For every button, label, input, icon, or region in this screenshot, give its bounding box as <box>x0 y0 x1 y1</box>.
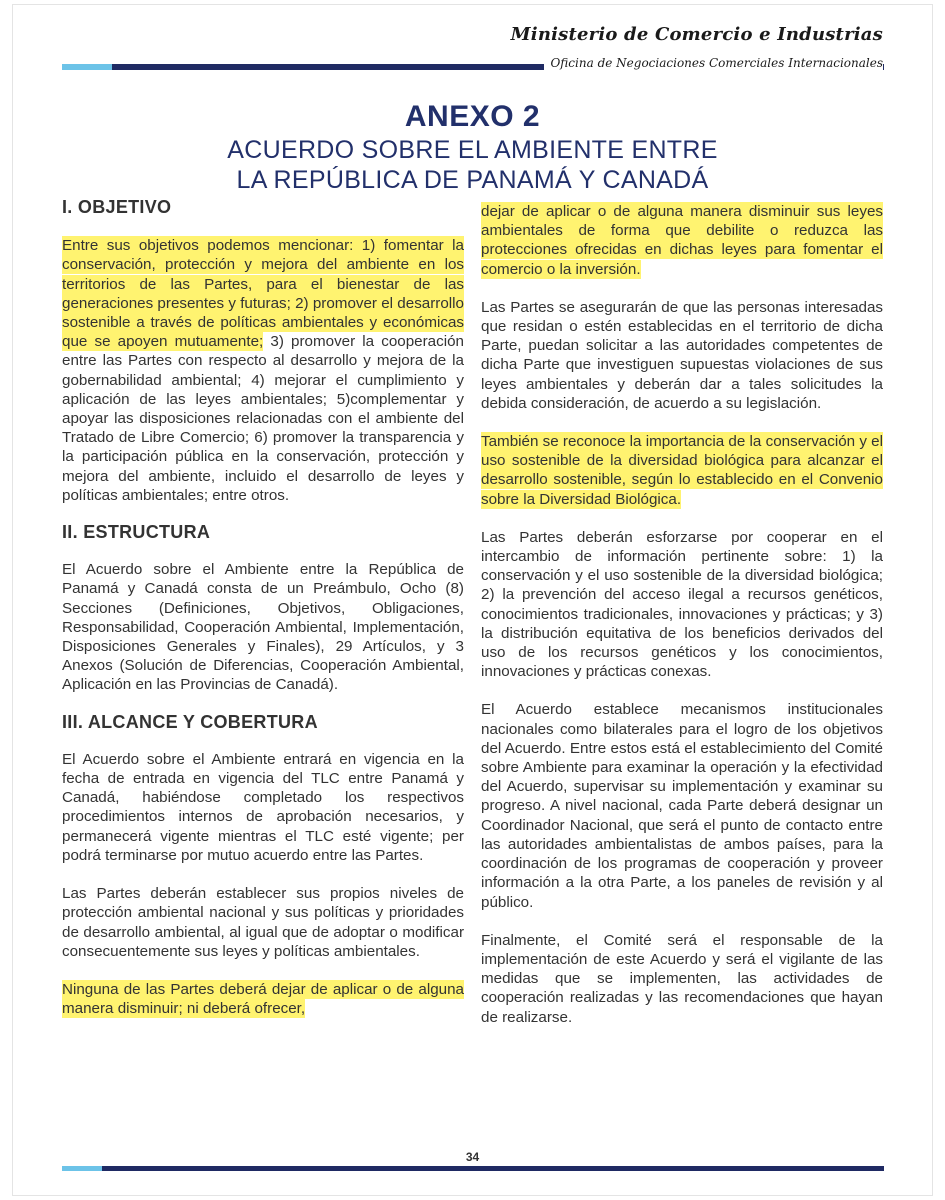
agreement-title-line-1: ACUERDO SOBRE EL AMBIENTE ENTRE <box>227 136 718 164</box>
section-heading-objetivo: I. OBJETIVO <box>62 197 172 217</box>
footer-rule <box>62 1166 884 1171</box>
alcance-paragraph-3 <box>62 980 464 1018</box>
alcance-paragraph-2: Las Partes deberán establecer sus propios niveles de protección ambiental nacional y sus políticas y prioridades de desarrollo ambiental, al igual que de adoptar o modificar consecuentemente sus leyes y políticas ambientales. <box>62 885 464 960</box>
page-number: 34 <box>465 1150 480 1164</box>
agreement-title-line-2: LA REPÚBLICA DE PANAMÁ Y CANADÁ <box>236 166 709 194</box>
ministry-header: Ministerio de Comercio e Industrias <box>510 24 883 45</box>
header-rule-light <box>62 64 112 70</box>
left-column <box>62 198 464 1018</box>
right-paragraph-6: Finalmente, el Comité será el responsable de la implementación de este Acuerdo y será el vigilante de las medidas que se implementen, las actividades de cooperación realizadas y las recomendaciones que hayan de realizarse. <box>481 931 883 1026</box>
office-subheader: Oficina de Negociaciones Comerciales Internacionales <box>544 56 883 70</box>
footer-rule-dark <box>102 1166 884 1171</box>
right-paragraph-3 <box>481 432 883 509</box>
alcance-paragraph-1: El Acuerdo sobre el Ambiente entrará en vigencia en la fecha de entrada en vigencia del TLC entre Panamá y Canadá, habiéndose completado los respectivos procedimientos internos de aprobación necesarios, y permanecerá vigente mientras el TLC esté vigente; per podrá terminarse por mutuo acuerdo entre las Partes. <box>62 750 464 864</box>
highlighted-text: Entre sus objetivos podemos mencionar: 1) fomentar la conservación, protección y mejora del ambiente en los territorios de las Partes, para el bienestar de las generaciones presentes y futuras; 2) promover el desarrollo sostenible a través de políticas ambientales y económicas que se apoyen mutuamente; <box>62 237 464 351</box>
annex-title: ANEXO 2 <box>404 100 541 133</box>
section-heading-estructura: II. ESTRUCTURA <box>62 522 211 543</box>
highlighted-text: Ninguna de las Partes deberá dejar de aplicar o de alguna manera disminuir; ni deberá ofrecer, <box>62 980 464 1018</box>
right-column <box>481 198 883 1027</box>
estructura-paragraph: El Acuerdo sobre el Ambiente entre la República de Panamá y Canadá consta de un Preámbulo, Ocho (8) Secciones (Definiciones, Objetivos, Obligaciones, Responsabilidad, Cooperación Ambiental, Implementación, Disposiciones Generales y Finales), 29 Artículos, y 3 Anexos (Solución de Diferencias, Cooperación Ambiental, Aplicación en las Provincias de Canadá). <box>62 561 464 694</box>
section-heading-alcance: III. ALCANCE Y COBERTURA <box>62 711 318 732</box>
highlighted-text: dejar de aplicar o de alguna manera disminuir sus leyes ambientales de forma que debilite o reduzca las protecciones ofrecidas en dichas leyes para fomentar el comercio o la inversión. <box>481 203 883 278</box>
right-paragraph-4: Las Partes deberán esforzarse por cooperar en el intercambio de información pertinente sobre: 1) la conservación y el uso sostenible de la diversidad biológica; 2) la prevención del acceso ilegal a recursos genéticos, conocimientos tradicionales, innovaciones y prácticas; y 3) la distribución equitativa de los beneficios derivados del uso de los recursos genéticos y los conocimientos, innovaciones y prácticas conexas. <box>481 528 883 681</box>
right-paragraph-1 <box>481 202 883 279</box>
highlighted-text: También se reconoce la importancia de la conservación y el uso sostenible de la diversidad biológica para alcanzar el desarrollo sostenible, según lo establecido en el Convenio sobre la Diversidad Biológica. <box>481 433 883 508</box>
right-paragraph-2: Las Partes se asegurarán de que las personas interesadas que residan o estén establecidas en el territorio de dicha Parte, puedan solicitar a las autoridades competentes de dicha Parte que investiguen supuestas violaciones de sus leyes ambientales y deberán dar a tales solicitudes la debida consideración, de acuerdo a su legislación. <box>481 298 883 412</box>
right-paragraph-5: El Acuerdo establece mecanismos institucionales nacionales como bilaterales para el logro de los objetivos del Acuerdo. Entre estos está el establecimiento del Comité sobre Ambiente para examinar la operación y la efectividad del Acuerdo, supervisar su implementación y examinar su progreso. A nivel nacional, cada Parte deberá designar un Coordinador Nacional, que será el punto de contacto entre las autoridades ambientalistas de ambos países, para la coordinación de los programas de cooperación y proveer información a la otra Parte, a los paneles de revisión y al público. <box>481 701 883 911</box>
objetivo-paragraph <box>62 236 464 505</box>
paragraph-text: 3) promover la cooperación entre las Partes con respecto al desarrollo y mejora de la gobernabilidad ambiental; 4) mejorar el cumplimiento y aplicación de las leyes ambientales; 5)complementar y apoyar las disposiciones relacionadas con el ambiente del Tratado de Libre Comercio; 6) promover la transparencia y la participación pública en la conservación, protección y mejora del ambiente, incluido el desarrollo de leyes y políticas ambientales; entre otros. <box>62 333 464 504</box>
footer-rule-light <box>62 1166 102 1171</box>
